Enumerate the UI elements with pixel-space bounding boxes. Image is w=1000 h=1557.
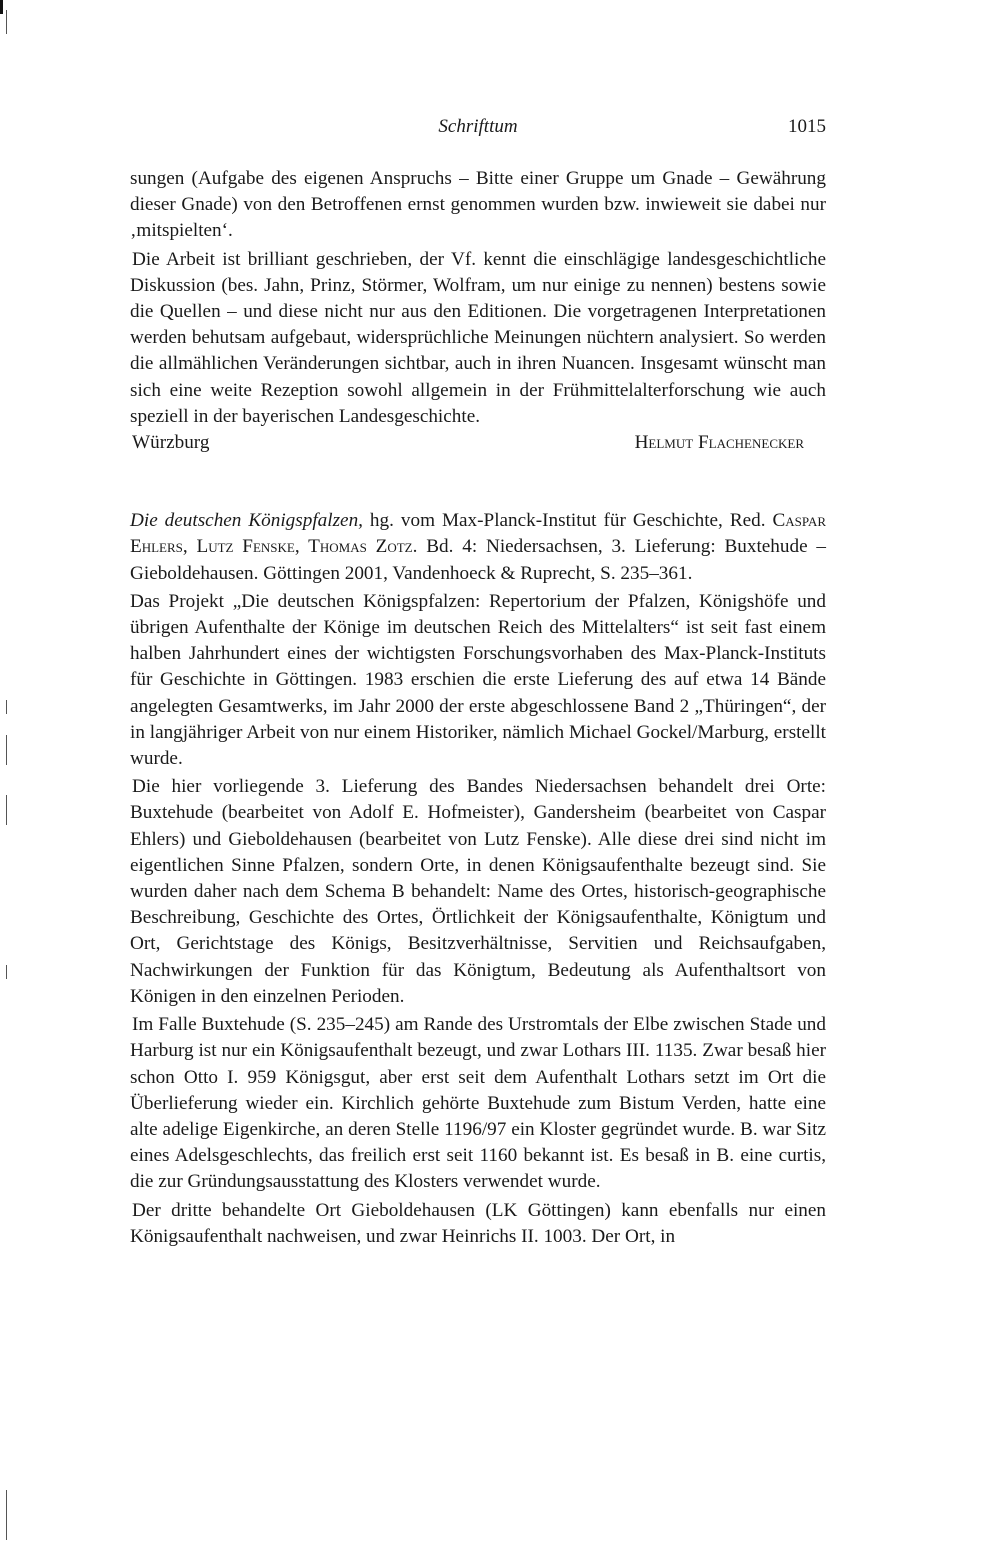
review-2-paragraph-1: Das Projekt „Die deutschen Königspfalzen: Repertorium der Pfalzen, Königshöfe und übrigen Aufenthalte der Könige im deutschen Reich des Mittelalters“ ist seit fast einem halben Jahrhundert eines der wichtigsten Forschungsvorhaben des Max-Planck-Instituts für Geschichte in Göttingen. 1983 erschien die erste Lieferung des auf etwa 14 Bände angelegten Gesamtwerks, im Jahr 2000 der erste abgeschlossene Band 2 „Thüringen“, der in langjähriger Arbeit von nur einem Historiker, nämlich Michael Gockel/Marburg, erstellt wurde. [130, 590, 826, 770]
document-page [130, 112, 826, 1250]
review-2-paragraph-3: Im Falle Buxtehude (S. 235–245) am Rande des Urstromtals der Elbe zwischen Stade und Harburg ist nur ein Königsaufenthalt bezeugt, und zwar Lothars III. 1135. Zwar besaß hier schon Otto I. 959 Königsgut, aber erst seit dem Aufenthalt Lothars setzt im Ort die Überlieferung wieder ein. Kirchlich gehörte Buxtehude zum Bistum Verden, hatte eine alte adelige Eigenkirche, an deren Stelle 1196/97 ein Kloster gegründet wurde. B. war Sitz eines Adelsgeschlechts, das freilich erst seit 1160 bekannt ist. Es besaß in B. eine curtis, die zur Gründungsausstattung des Klosters verwendet wurde. [130, 1014, 826, 1193]
review-2-paragraph-2: Die hier vorliegende 3. Lieferung des Bandes Niedersachsen behandelt drei Orte: Buxtehude (bearbeitet von Adolf E. Hofmeister), Gandersheim (bearbeitet von Caspar Ehlers) und Gieboldehausen (bearbeitet von Lutz Fenske). Alle diese drei sind nicht im eigentlichen Sinne Pfalzen, sondern Orte, in denen Königsaufenthalte bezeugt sind. Sie wurden daher nach dem Schema B behandelt: Name des Ortes, historisch-geographische Beschreibung, Geschichte des Ortes, Örtlichkeit der Königsaufenthalte, Königtum und Ort, Gerichtstage des Königs, Besitzverhältnisse, Servitien und Reichsaufgaben, Nachwirkungen der Funktion für das Königtum, Bedeutung als Aufenthaltsort von Königen in den einzelnen Perioden. [130, 776, 826, 1007]
running-head [130, 112, 826, 144]
review-place: Würzburg [132, 432, 210, 454]
running-title: Schrifttum [438, 116, 518, 137]
review-2 [130, 508, 826, 1250]
book-editors: Caspar Ehlers, Lutz Fenske, Thomas Zotz [130, 510, 827, 558]
reviewer-name: Helmut Flachenecker [634, 432, 804, 454]
review-1 [130, 166, 826, 456]
bib-part-2: . Bd. 4: Niedersachsen, 3. Lieferung: Buxtehude – Gieboldehausen. Göttingen 2001, Vandenhoeck & Ruprecht, S. 235–361. [130, 536, 827, 584]
scan-edge-mark [0, 0, 3, 14]
bibliographic-entry [130, 508, 826, 587]
review-1-paragraph-2: Die Arbeit ist brilliant geschrieben, der Vf. kennt die einschlägige landesgeschichtliche Diskussion (bes. Jahn, Prinz, Störmer, Wolfram, um nur einige zu nennen) bestens sowie die Quellen – und diese nicht nur aus den Editionen. Die vorgetragenen Interpretationen werden behutsam aufgebaut, widersprüchliche Meinungen nüchtern analysiert. So werden die allmählichen Veränderungen sichtbar, auch in ihren Nuancen. Insgesamt wünscht man sich eine weite Rezeption sowohl allgemein in der Frühmittelalterforschung wie auch speziell in der bayerischen Landesgeschichte. [130, 248, 826, 427]
review-2-paragraph-4: Der dritte behandelte Ort Gieboldehausen (LK Göttingen) kann ebenfalls nur einen Königsaufenthalt nachweisen, und zwar Heinrichs II. 1003. Der Ort, in [130, 1199, 826, 1247]
book-title: Die deutschen Königspfalzen, [130, 510, 363, 532]
section-gap [130, 456, 826, 508]
bib-part-1: hg. vom Max-Planck-Institut für Geschichte, Red. [362, 510, 773, 532]
review-1-signature [130, 430, 826, 456]
page-number: 1015 [788, 116, 826, 137]
review-1-paragraph-1: sungen (Aufgabe des eigenen Anspruchs – Bitte einer Gruppe um Gnade – Gewährung dieser Gnade) von den Betroffenen ernst genommen wurden bzw. inwieweit sie dabei nur ‚mitspielten‘. [130, 168, 826, 242]
